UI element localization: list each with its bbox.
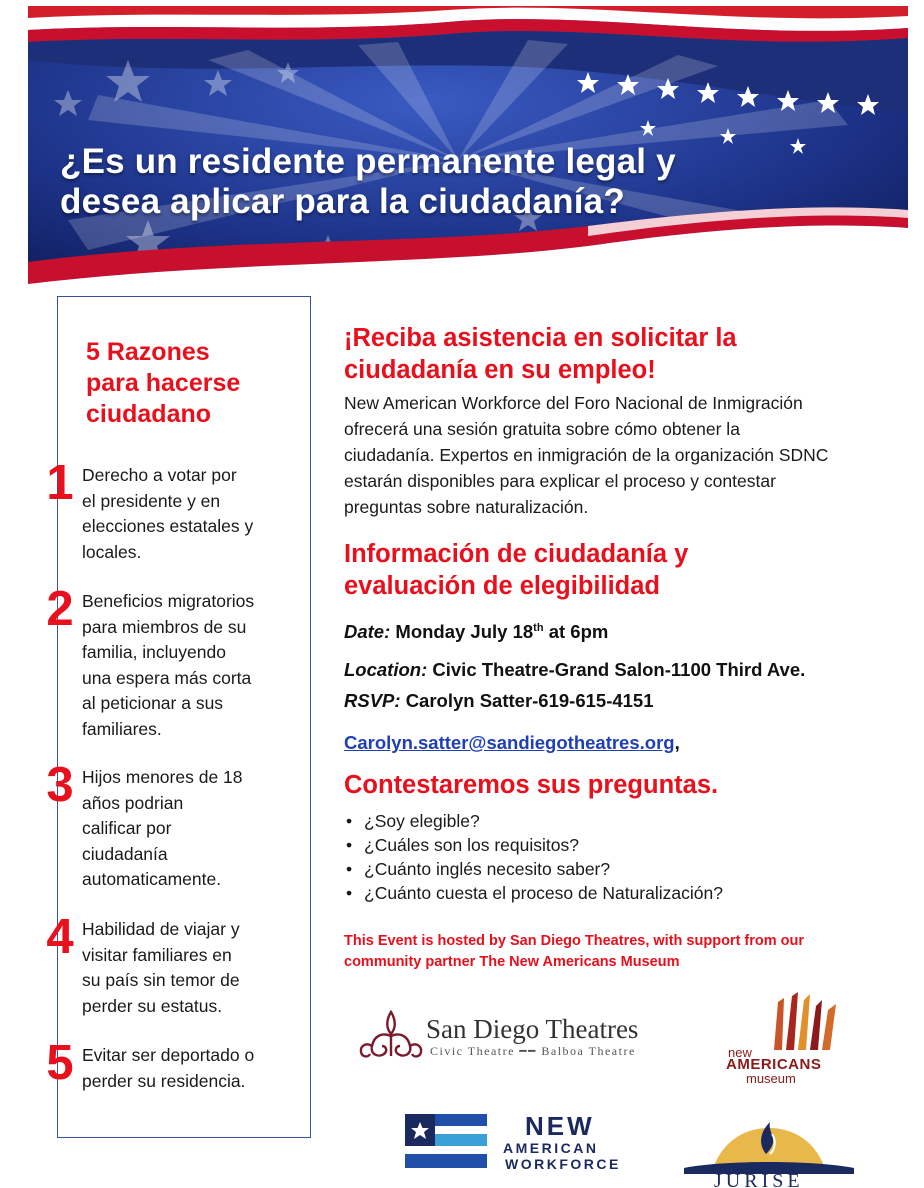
- nam-museum-text: museum: [746, 1071, 796, 1086]
- reason-line: Derecho a votar por: [82, 465, 237, 485]
- intro-line: ciudadanía. Expertos en inmigración de la organización SDNC: [344, 445, 829, 465]
- hosted-line: community partner The New Americans Museum: [344, 954, 680, 971]
- hosted-by-note: [344, 931, 904, 973]
- nam-americans-text: AMERICANS: [726, 1056, 822, 1073]
- assist-heading-line-1: ¡Reciba asistencia en solicitar la: [344, 324, 737, 352]
- reason-line: al peticionar a sus: [82, 693, 224, 713]
- sdt-subtitle: Civic Theatre ━━ Balboa Theatre: [430, 1044, 636, 1058]
- reason-line: Habilidad de viajar y: [82, 919, 240, 939]
- event-rsvp: [344, 689, 904, 713]
- reason-line: familia, incluyendo: [82, 642, 226, 662]
- reason-line: una espera más corta: [82, 667, 252, 688]
- intro-line: estarán disponibles para explicar el proceso y contestar: [344, 471, 776, 491]
- question-item: • ¿Soy elegible?: [344, 809, 904, 833]
- reasons-title: [86, 337, 240, 430]
- reason-line: su país sin temor de: [82, 970, 240, 990]
- info-heading-line-1: Información de ciudadanía y: [344, 540, 689, 568]
- rsvp-value: Carolyn Satter-619-615-4151: [405, 690, 654, 712]
- reason-line: Beneficios migratorios: [82, 591, 255, 611]
- header-banner: [28, 0, 908, 292]
- intro-line: ofrecerá una sesión gratuita sobre cómo obtener la: [344, 419, 740, 439]
- headline-line-1: ¿Es un residente permanente legal y: [60, 142, 676, 181]
- date-label: Date:: [344, 621, 391, 643]
- reason-text: [82, 463, 294, 565]
- reason-number: 4: [46, 910, 74, 964]
- reason-line: el presidente y en: [82, 490, 221, 511]
- page-headline: [60, 142, 908, 222]
- event-details-column: [344, 322, 904, 973]
- reason-text: [82, 589, 294, 742]
- reason-line: locales.: [82, 541, 142, 562]
- museum-columns-icon: [770, 990, 840, 1052]
- date-time: at 6pm: [548, 621, 609, 643]
- reason-number: 3: [46, 758, 74, 812]
- location-value: Civic Theatre-Grand Salon-1100 Third Ave.: [432, 659, 806, 681]
- reason-number: 1: [46, 456, 74, 510]
- rsvp-email-link[interactable]: Carolyn.satter@sandiegotheatres.org: [344, 732, 675, 754]
- sdt-name: San Diego Theatres: [426, 1014, 639, 1044]
- reason-line: familiares.: [82, 718, 162, 739]
- intro-paragraph: [344, 390, 904, 520]
- naw-new-text: NEW: [525, 1111, 595, 1141]
- question-item: • ¿Cuánto inglés necesito saber?: [344, 857, 904, 881]
- reason-line: visitar familiares en: [82, 944, 232, 965]
- jurise-text: JURISE: [714, 1170, 804, 1188]
- date-value: Monday July 18: [395, 621, 534, 643]
- hosted-line: This Event is hosted by San Diego Theatres, with support from our: [344, 933, 805, 950]
- info-heading-line-2: evaluación de elegibilidad: [344, 572, 661, 600]
- event-location: [344, 658, 904, 682]
- reason-line: ciudadanía: [82, 843, 168, 864]
- reason-text: [82, 765, 294, 893]
- reason-number: 2: [46, 582, 74, 636]
- reason-line: perder su estatus.: [82, 995, 223, 1016]
- event-date: [344, 616, 904, 644]
- reason-line: años podrian: [82, 792, 184, 813]
- rsvp-label: RSVP:: [344, 690, 401, 712]
- reasons-panel: [46, 296, 311, 1138]
- question-item: • ¿Cuáles son los requisitos?: [344, 833, 904, 857]
- reason-text: [82, 1043, 294, 1094]
- theatre-flourish-icon: [358, 1006, 424, 1062]
- reason-line: para miembros de su: [82, 616, 247, 637]
- naw-american-text: AMERICAN: [503, 1140, 599, 1156]
- reason-line: Evitar ser deportado o: [82, 1045, 255, 1065]
- assist-heading: [344, 322, 904, 386]
- questions-heading: Contestaremos sus preguntas.: [344, 771, 719, 800]
- headline-line-2: desea aplicar para la ciudadanía?: [60, 182, 625, 221]
- reason-line: automaticamente.: [82, 869, 222, 889]
- sunrise-flame-icon: [684, 1114, 854, 1174]
- workforce-flag-icon: [405, 1114, 487, 1168]
- reason-line: elecciones estatales y: [82, 516, 254, 536]
- reasons-title-line-1: 5 Razones: [86, 338, 210, 366]
- info-heading: [344, 538, 904, 602]
- location-label: Location:: [344, 659, 428, 681]
- reasons-title-line-3: ciudadano: [86, 400, 212, 428]
- assist-heading-line-2: ciudadanía en su empleo!: [344, 356, 656, 384]
- nam-new-text: new: [728, 1045, 752, 1060]
- reason-line: Hijos menores de 18: [82, 767, 243, 787]
- reasons-title-line-2: para hacerse: [86, 369, 241, 397]
- jurise-logo: [684, 1114, 854, 1188]
- san-diego-theatres-logo: [358, 1004, 658, 1064]
- intro-line: New American Workforce del Foro Nacional de Inmigración: [344, 393, 803, 413]
- email-trailing-comma: ,: [674, 732, 680, 754]
- email-line: [344, 731, 904, 755]
- reason-line: calificar por: [82, 818, 172, 838]
- reason-number: 5: [46, 1036, 74, 1090]
- question-item: • ¿Cuánto cuesta el proceso de Naturalización?: [344, 881, 904, 905]
- questions-list: [344, 809, 904, 905]
- reason-line: perder su residencia.: [82, 1070, 246, 1091]
- reason-text: [82, 917, 294, 1019]
- new-american-workforce-logo: [405, 1112, 645, 1172]
- intro-line: preguntas sobre naturalización.: [344, 497, 589, 517]
- date-suffix: th: [533, 622, 544, 634]
- naw-workforce-text: WORKFORCE: [505, 1156, 621, 1172]
- new-americans-museum-logo: [716, 990, 856, 1095]
